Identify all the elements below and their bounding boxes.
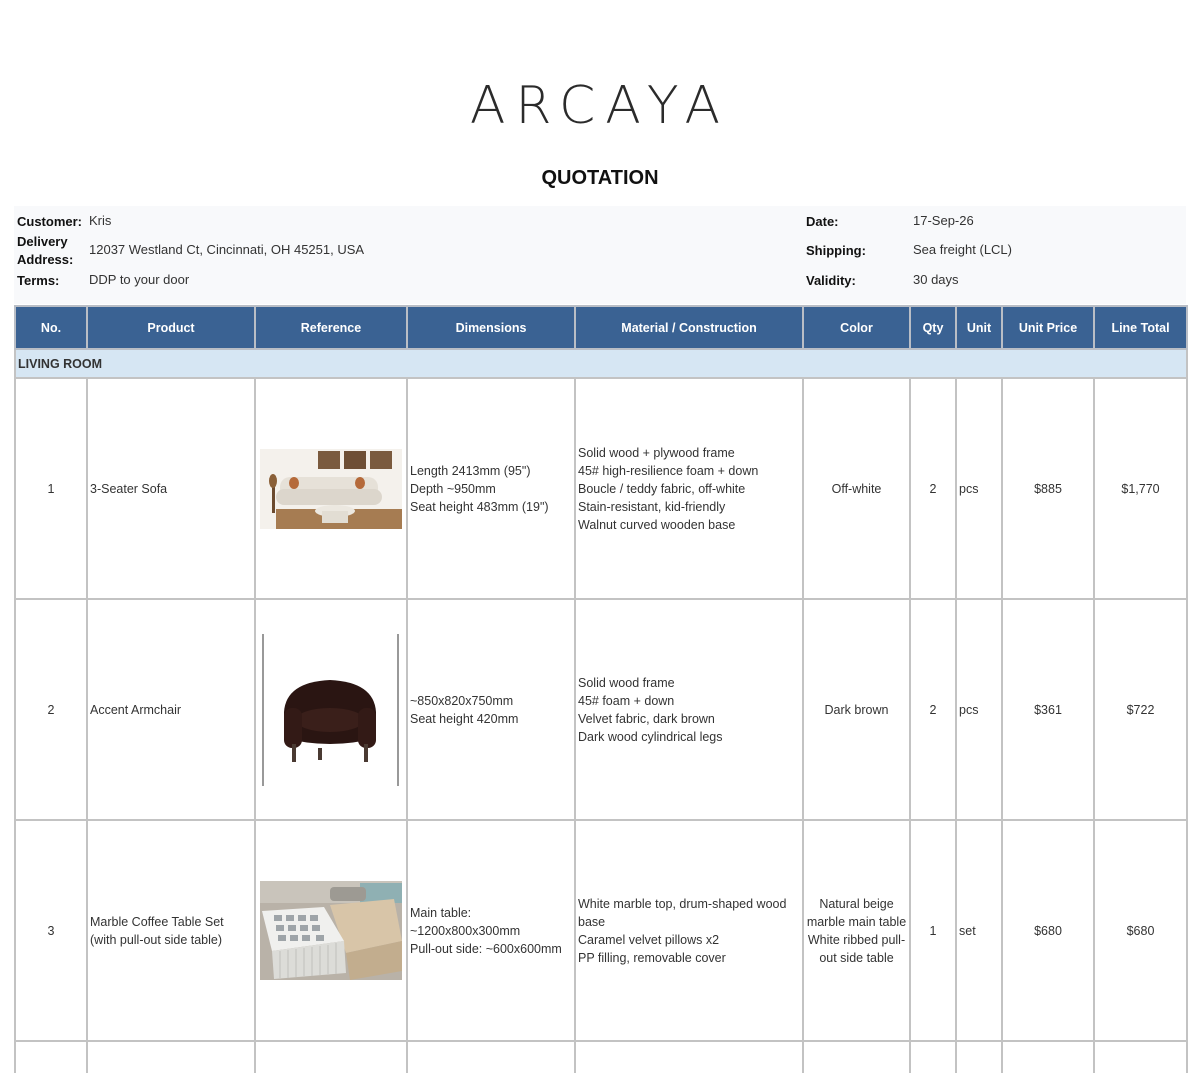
cell-unit-price: $680 [1002,820,1094,1041]
table-row [15,599,1187,820]
cell-unit-price: $361 [1002,599,1094,820]
brand-logo [0,76,1200,136]
document-title: QUOTATION [541,167,659,189]
cell-unit: pcs [956,378,1002,599]
header-reference: Reference [255,306,407,349]
terms-value: DDP to your door [89,272,190,287]
cell-qty: 2 [910,378,956,599]
date-value: 17-Sep-26 [913,213,974,228]
cell-no: 3 [15,820,87,1041]
section-row [15,349,1187,378]
header-material: Material / Construction [575,306,803,349]
cell-product: 3-Seater Sofa [87,378,255,599]
sofa-photo [260,449,402,529]
cell-color: Off-white [803,378,910,599]
header-line-total: Line Total [1094,306,1187,349]
cell-product: Accent Armchair [87,599,255,820]
table-row [15,820,1187,1041]
armchair-photo [262,634,400,786]
table-row-partial [15,1041,1187,1073]
shipping-value: Sea freight (LCL) [913,242,1012,257]
header-color: Color [803,306,910,349]
cell-line-total: $1,770 [1094,378,1187,599]
header-unit-price: Unit Price [1002,306,1094,349]
cell-no: 1 [15,378,87,599]
cell-unit: pcs [956,599,1002,820]
cell-unit: set [956,820,1002,1041]
cell-dimensions: Main table: ~1200x800x300mm Pull-out side: ~600x600mm [407,820,575,1041]
cell-product: Marble Coffee Table Set (with pull-out side table) [87,820,255,1041]
cell-color: Dark brown [803,599,910,820]
delivery-label: Delivery Address: [17,234,74,267]
cell-line-total: $680 [1094,820,1187,1041]
cell-no: 2 [15,599,87,820]
terms-label: Terms: [17,273,60,288]
validity-value: 30 days [913,272,959,287]
header-qty: Qty [910,306,956,349]
header-dimensions: Dimensions [407,306,575,349]
validity-label: Validity: [806,273,856,288]
cell-material: White marble top, drum-shaped wood base Caramel velvet pillows x2 PP filling, removable cover [575,820,803,1041]
cell-material: Solid wood + plywood frame 45# high-resilience foam + down Boucle / teddy fabric, off-white Stain-resistant, kid-friendly Walnut curved wooden base [575,378,803,599]
cell-unit-price: $885 [1002,378,1094,599]
customer-label: Customer: [17,214,83,229]
delivery-value: 12037 Westland Ct, Cincinnati, OH 45251, USA [89,242,365,257]
cell-line-total: $722 [1094,599,1187,820]
cell-color: Natural beige marble main table White ribbed pull-out side table [803,820,910,1041]
customer-value: Kris [89,213,112,228]
cell-qty: 1 [910,820,956,1041]
shipping-label: Shipping: [806,243,866,258]
info-panel [14,206,1186,304]
quotation-table [14,305,1188,1073]
header-no: No. [15,306,87,349]
cell-dimensions: Length 2413mm (95") Depth ~950mm Seat height 483mm (19") [407,378,575,599]
cell-reference [255,378,407,599]
cell-dimensions: ~850x820x750mm Seat height 420mm [407,599,575,820]
table-header-row [15,306,1187,349]
header-unit: Unit [956,306,1002,349]
date-label: Date: [806,214,839,229]
cell-material: Solid wood frame 45# foam + down Velvet fabric, dark brown Dark wood cylindrical legs [575,599,803,820]
cell-qty: 2 [910,599,956,820]
section-living-room: LIVING ROOM [15,349,1187,378]
cell-reference [255,599,407,820]
table-row [15,378,1187,599]
coffee-table-photo [260,881,402,980]
logo-text: ARCAYA [469,76,731,136]
header-product: Product [87,306,255,349]
cell-reference [255,820,407,1041]
